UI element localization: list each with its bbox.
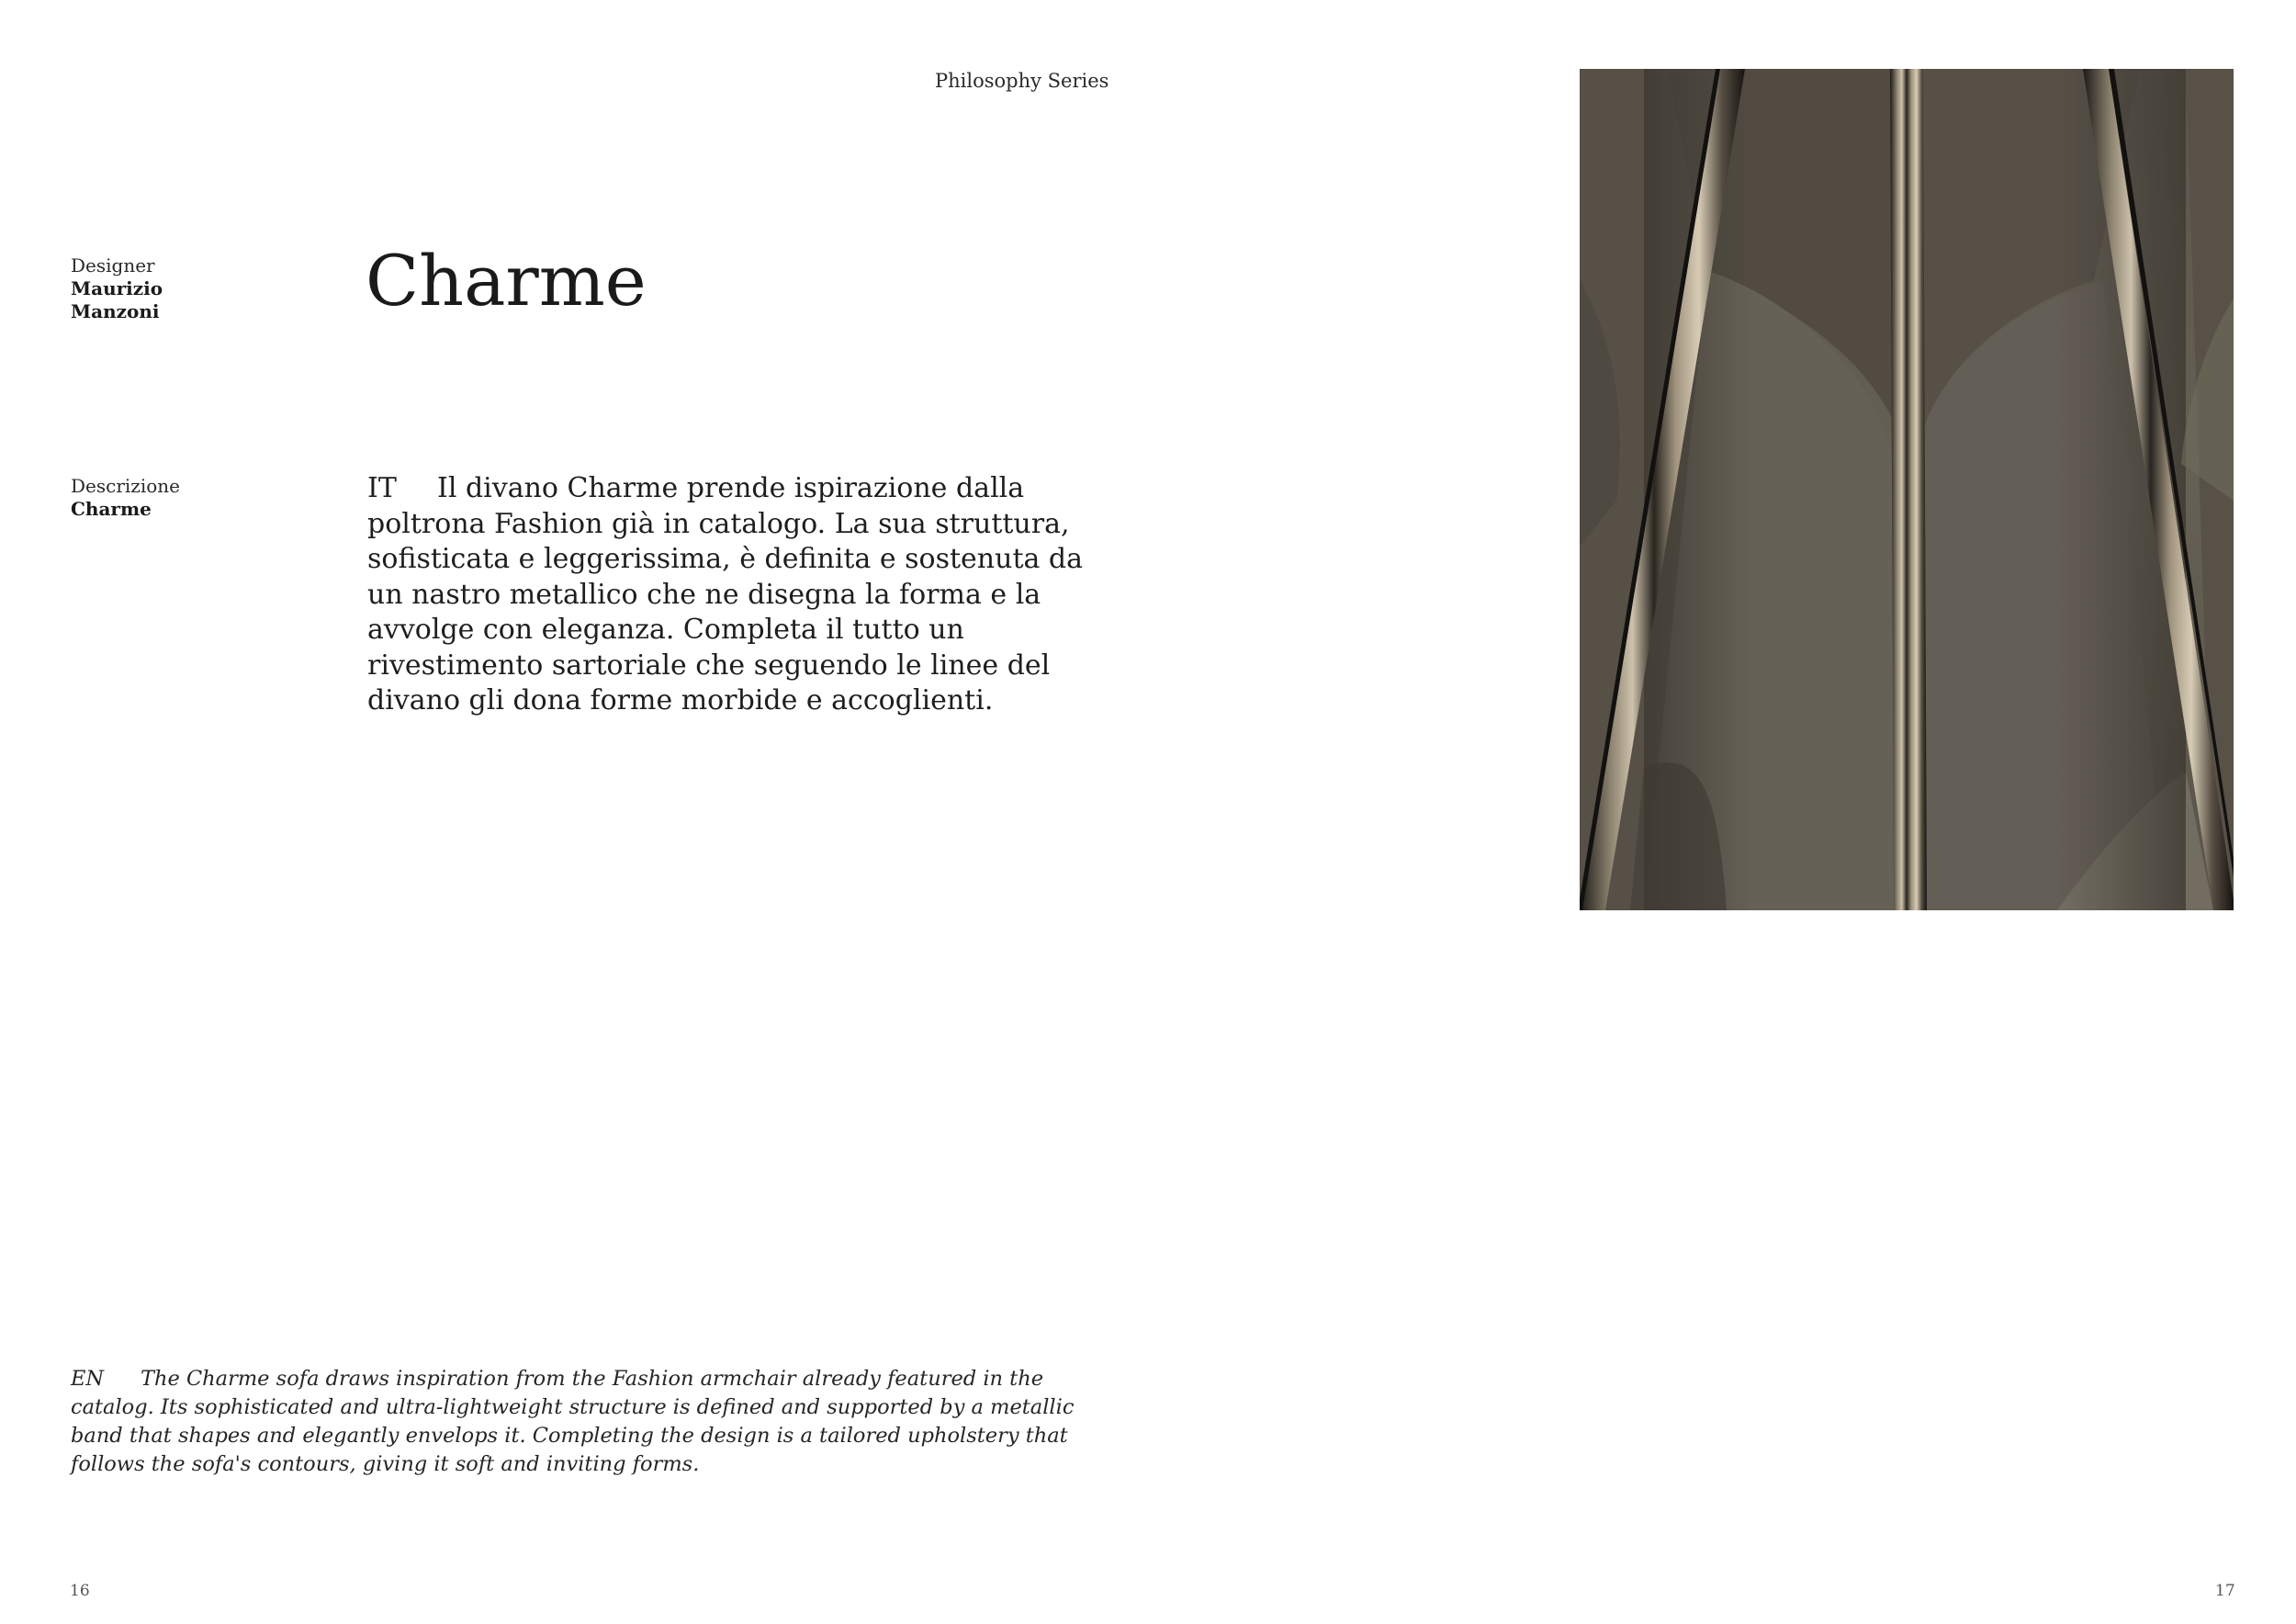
product-title: Charme [366,240,647,321]
english-description [71,1365,1099,1479]
sofa-detail-photo [1580,69,2234,910]
english-body: The Charme sofa draws inspiration from the Fashion armchair already featured in the catalog. Its sophisticated and ultra-lightweight structure is defined and supported by a metallic band that shapes and elegantly envelops it. Completing the design is a tailored upholstery that follows the sofa's contours, giving it soft and inviting forms. [71,1367,1075,1476]
english-tag: EN [71,1367,105,1391]
designer-label: Designer [71,254,155,276]
designer-name-line2: Manzoni [71,300,160,322]
italian-description [367,471,1102,719]
sofa-detail-illustration [1580,69,2234,910]
designer-name-line1: Maurizio [71,277,163,299]
italian-tag: IT [367,472,397,504]
description-block [71,475,180,521]
designer-block [71,254,163,323]
page-number-left: 16 [70,1582,90,1600]
page-number-right: 17 [2215,1582,2235,1600]
italian-body: Il divano Charme prende ispirazione dalla poltrona Fashion già in catalogo. La sua struttura, sofisticata e leggerissima, è definita e sostenuta da un nastro metallico che ne disegna la forma e la avvolge con eleganza. Completa il tutto un rivestimento sartoriale che seguendo le linee del divano gli dona forme morbide e accoglienti. [367,472,1084,716]
description-value: Charme [71,498,152,520]
series-title: Philosophy Series [935,70,1109,92]
description-label: Descrizione [71,475,180,497]
